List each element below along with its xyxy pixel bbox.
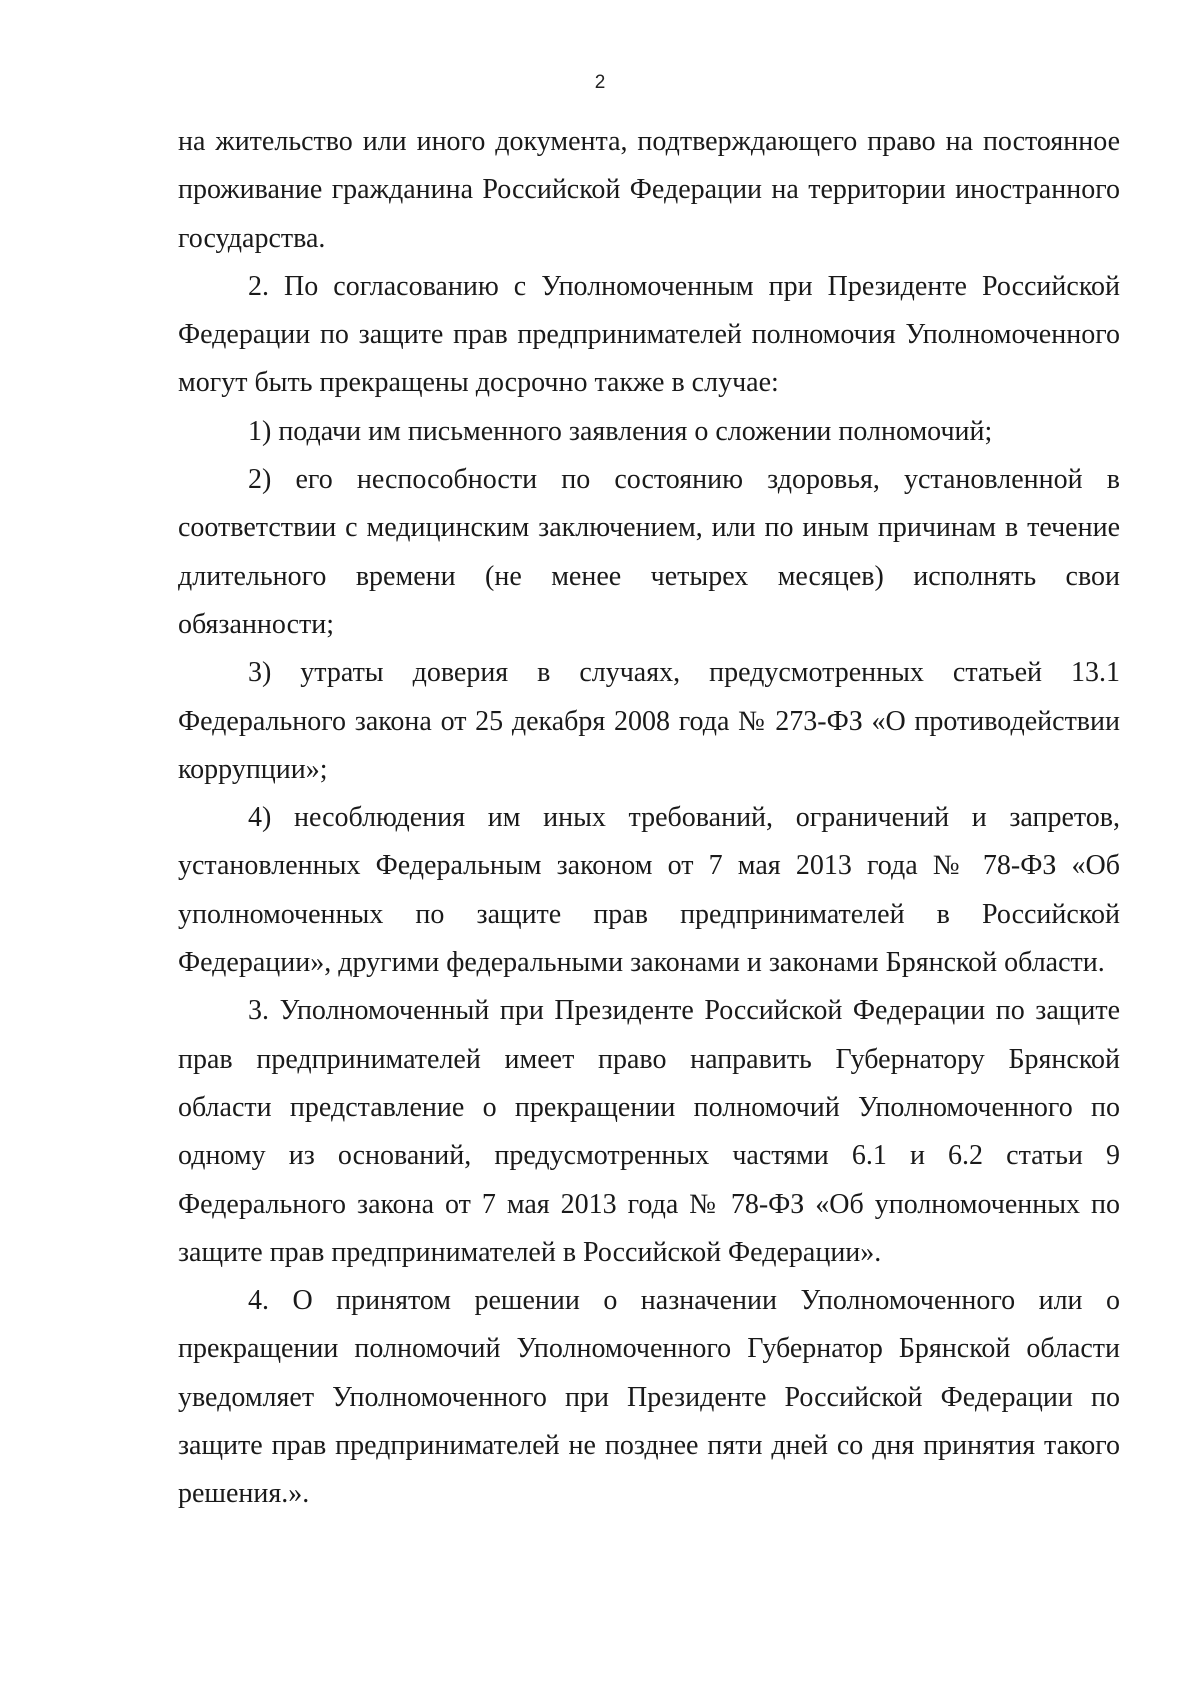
page-number: 2 [594,72,606,93]
paragraph-clause-4: 4. О принятом решении о назначении Уполномоченного или о прекращении полномочий Уполномоченного Губернатор Брянской области уведомляет Уполномоченного при Президенте Российской Федерации по защите прав предпринимателей не позднее пяти дней со дня принятия такого решения.». [178,1285,1120,1510]
paragraph-continuation: на жительство или иного документа, подтверждающего право на постоянное проживание гражданина Российской Федерации на территории иностранного государства. [178,126,1120,254]
list-item-1: 1) подачи им письменного заявления о сложении полномочий; [248,415,993,447]
paragraph-clause-2: 2. По согласованию с Уполномоченным при Президенте Российской Федерации по защите прав предпринимателей полномочия Уполномоченного могут быть прекращены досрочно также в случае: [178,270,1120,399]
list-item-4: 4) несоблюдения им иных требований, ограничений и запретов, установленных Федеральным законом от 7 мая 2013 года № 78-ФЗ «Об уполномоченных по защите прав предпринимателей в Российской Федерации», другими федеральными законами и законами Брянской области. [178,802,1120,979]
list-item-2: 2) его неспособности по состоянию здоровья, установленной в соответствии с медицинским заключением, или по иным причинам в течение длительного времени (не менее четырех месяцев) исполнять свои обязанности; [178,464,1120,640]
list-item-3: 3) утраты доверия в случаях, предусмотренных статьей 13.1 Федерального закона от 25 декабря 2008 года № 273-ФЗ «О противодействии коррупции»; [178,657,1120,785]
paragraph-clause-3: 3. Уполномоченный при Президенте Российской Федерации по защите прав предпринимателей имеет право направить Губернатору Брянской области представление о прекращении полномочий Уполномоченного по одному из оснований, предусмотренных частями 6.1 и 6.2 статьи 9 Федерального закона от 7 мая 2013 года № 78-ФЗ «Об уполномоченных по защите прав предпринимателей в Российской Федерации». [178,995,1120,1268]
document-body [178,118,1120,1519]
